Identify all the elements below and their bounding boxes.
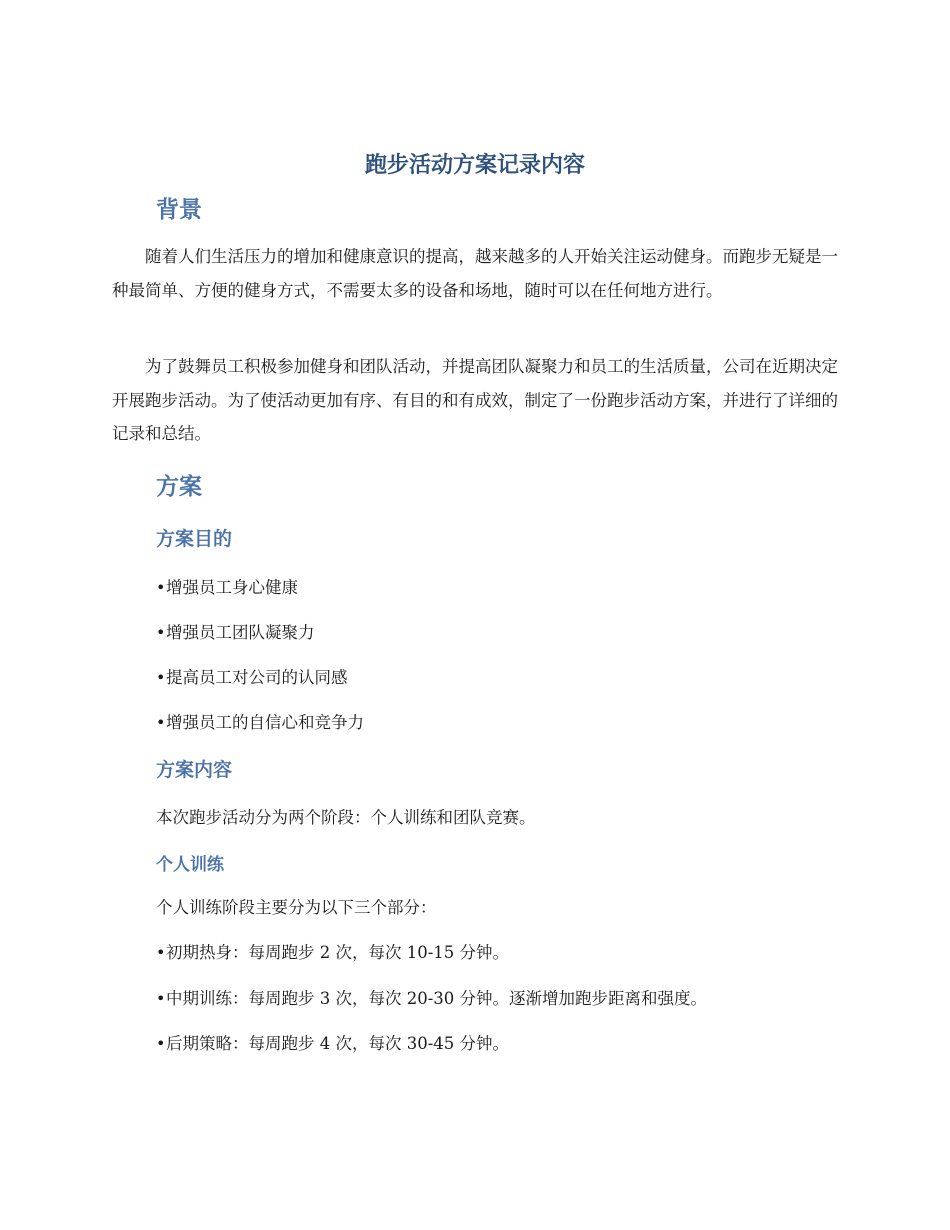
goal-item-text: 提高员工对公司的认同感 xyxy=(166,668,348,687)
bullet-icon: • xyxy=(156,578,166,597)
section-heading-plan: 方案 xyxy=(156,474,202,500)
bullet-icon: • xyxy=(156,943,166,962)
training-item-text: 初期热身：每周跑步 2 次，每次 10-15 分钟。 xyxy=(166,943,510,962)
content-intro: 本次跑步活动分为两个阶段：个人训练和团队竞赛。 xyxy=(156,808,536,827)
subsubsection-heading-training: 个人训练 xyxy=(156,855,224,875)
list-item xyxy=(156,1030,509,1054)
section-heading-background: 背景 xyxy=(156,197,202,223)
document-title: 跑步活动方案记录内容 xyxy=(364,153,585,178)
background-paragraph-2: 为了鼓舞员工积极参加健身和团队活动，并提高团队凝聚力和员工的生活质量，公司在近期决定开展跑步活动。为了使活动更加有序、有目的和有成效，制定了一份跑步活动方案，并进行了详细的记录和总结。 xyxy=(112,357,838,443)
list-item xyxy=(156,619,315,643)
list-item xyxy=(156,574,298,598)
list-item xyxy=(156,985,707,1009)
background-paragraph-1: 随着人们生活压力的增加和健康意识的提高，越来越多的人开始关注运动健身。而跑步无疑是一种最简单、方便的健身方式，不需要太多的设备和场地，随时可以在任何地方进行。 xyxy=(112,247,838,300)
subsection-heading-goals: 方案目的 xyxy=(156,528,233,550)
training-item-text: 后期策略：每周跑步 4 次，每次 30-45 分钟。 xyxy=(166,1034,510,1053)
bullet-icon: • xyxy=(156,713,166,732)
goal-item-text: 增强员工团队凝聚力 xyxy=(166,623,315,642)
bullet-icon: • xyxy=(156,623,166,642)
goal-item-text: 增强员工的自信心和竞争力 xyxy=(166,713,364,732)
training-intro: 个人训练阶段主要分为以下三个部分： xyxy=(156,898,437,917)
bullet-icon: • xyxy=(156,1034,166,1053)
list-item xyxy=(156,939,509,963)
list-item xyxy=(156,664,348,688)
training-item-text: 中期训练：每周跑步 3 次，每次 20-30 分钟。逐渐增加跑步距离和强度。 xyxy=(166,989,708,1008)
bullet-icon: • xyxy=(156,989,166,1008)
subsection-heading-content: 方案内容 xyxy=(156,759,233,781)
bullet-icon: • xyxy=(156,668,166,687)
list-item xyxy=(156,709,364,733)
goal-item-text: 增强员工身心健康 xyxy=(166,578,298,597)
